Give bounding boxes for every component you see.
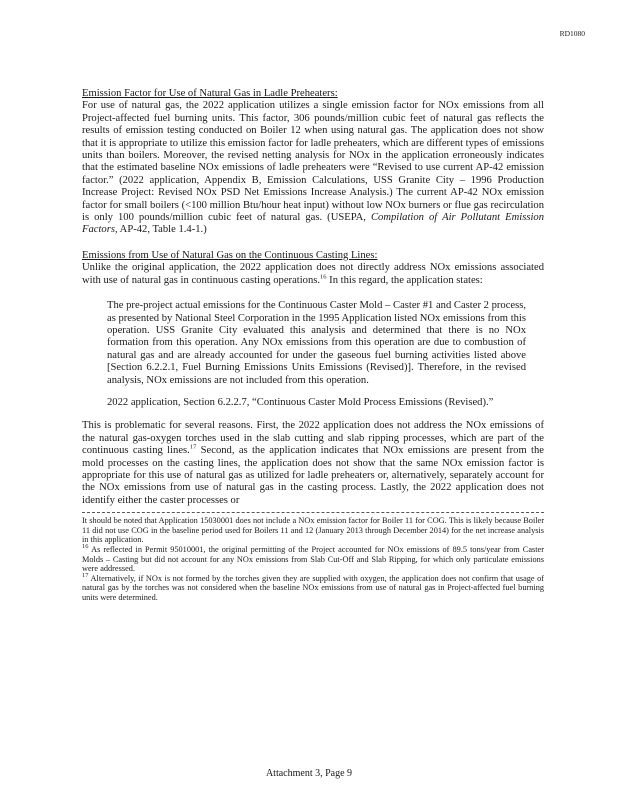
footnote-16 — [82, 545, 544, 574]
footnote-17 — [82, 571, 544, 603]
text-run: In this regard, the application states: — [326, 274, 483, 286]
document-body — [82, 88, 544, 603]
document-id: RD1080 — [559, 29, 585, 38]
text-run: This is problematic for several reasons. First, the 2022 application does not address the NOx emissions of the natural gas-oxygen torches used in the slab cutting and slab ripping processes, which are part of the continuous casting lines. — [82, 420, 544, 457]
page-footer: Attachment 3, Page 9 — [265, 768, 353, 779]
text-run: For use of natural gas, the 2022 application utilizes a single emission factor for NOx emissions from all Project-affected fuel burning units. This factor, 306 pounds/million cubic feet of natural gas reflects the results of emission testing conducted on Boiler 12 when using natural gas. The application does not show that it is appropriate to utilize this emission factor for ladle preheaters, which are different types of emissions units than boilers. Moreover, the revised netting analysis for NOx in the application erroneously indicates that the estimated baseline NOx emissions of ladle preheaters were “Revised to use current AP-42 emission factor.” (2022 application, Appendix B, Emission Calculations, USS Granite City – 1996 Production Increase Project: Revised NOx PSD Net Emissions Increase Analysis.) The current AP-42 NOx emission factor for small boilers (<100 million Btu/hour heat input) without low NOx burners or flue gas recirculation is only 100 pounds/million cubic feet of natural gas. (USEPA, — [82, 100, 544, 224]
footnote-number: 16 — [82, 543, 89, 551]
paragraph-continuous-casting — [82, 262, 544, 287]
paragraph-problematic — [82, 420, 544, 507]
footnote-ref-17: 17 — [189, 443, 197, 451]
text-run-italic: Compilation of Air Pollutant Emission Factors — [82, 212, 545, 236]
footnotes — [82, 516, 544, 602]
footnote-text: Alternatively, if NOx is not formed by the torches given they are supplied with oxygen, the application does not confirm that usage of natural gas by the torches was not considered when the baseline NOx emissions from use of natural gas in Project-affected fuel burning units were determined. — [82, 573, 544, 602]
text-run: Unlike the original application, the 2022 application does not directly address NOx emissions associated with use of natural gas in continuous casting operations. — [82, 262, 544, 286]
section-heading-continuous-casting: Emissions from Use of Natural Gas on the Continuous Casting Lines: — [82, 249, 378, 261]
footnote-ref-16: 16 — [320, 273, 327, 281]
text-run: , AP-42, Table 1.4-1.) — [114, 224, 207, 236]
footnote-text: It should be noted that Application 15030001 does not include a NOx emission factor for Boiler 11 for COG. This is likely because Boiler 11 did not use COG in the baseline period used for Boilers 11 and 12 (January 2013 through December 2014) for the net increase analysis in this application. — [82, 516, 544, 545]
footnote-number: 17 — [82, 571, 89, 579]
block-quote-citation: 2022 application, Section 6.2.2.7, “Continuous Caster Mold Process Emissions (Revised).” — [107, 396, 494, 408]
paragraph-ladle-preheaters — [82, 100, 544, 236]
section-heading-ladle-preheaters: Emission Factor for Use of Natural Gas in Ladle Preheaters: — [82, 88, 338, 99]
footnote — [82, 516, 544, 545]
block-quote: The pre-project actual emissions for the Continuous Caster Mold – Caster #1 and Caster 2 process, as presented by National Steel Corporation in the 1995 Application listed NOx emissions from this operation. USS Granite City evaluated this analysis and determined that there is no NOx formation from this operation. Any NOx emissions from this operation are due to combustion of natural gas and are already accounted for under the gaseous fuel burning activities listed above [Section 6.2.2.1, Fuel Burning Emissions Units Emissions (Revised)]. Therefore, in the revised analysis, NOx emissions are not included from this operation. — [107, 300, 526, 386]
footnote-divider — [82, 512, 544, 513]
footnote-text: As reflected in Permit 95010001, the original permitting of the Project accounted for NOx emissions of 89.5 tons/year from Caster Molds – Casting but did not account for any NOx emissions from Slab Cut-Off and Slab Ripping, for which only particulate emissions were addressed. — [82, 544, 544, 574]
text-run: Second, as the application indicates that NOx emissions are present from the mold processes on the casting lines, the application does not show that the same NOx emission factor is appropriate for this use of natural gas as utilized for ladle preheaters or, alternatively, separately account for the NOx emissions from use of natural gas in the casting process. Lastly, the 2022 application does not identify either the caster processes or — [82, 445, 544, 506]
